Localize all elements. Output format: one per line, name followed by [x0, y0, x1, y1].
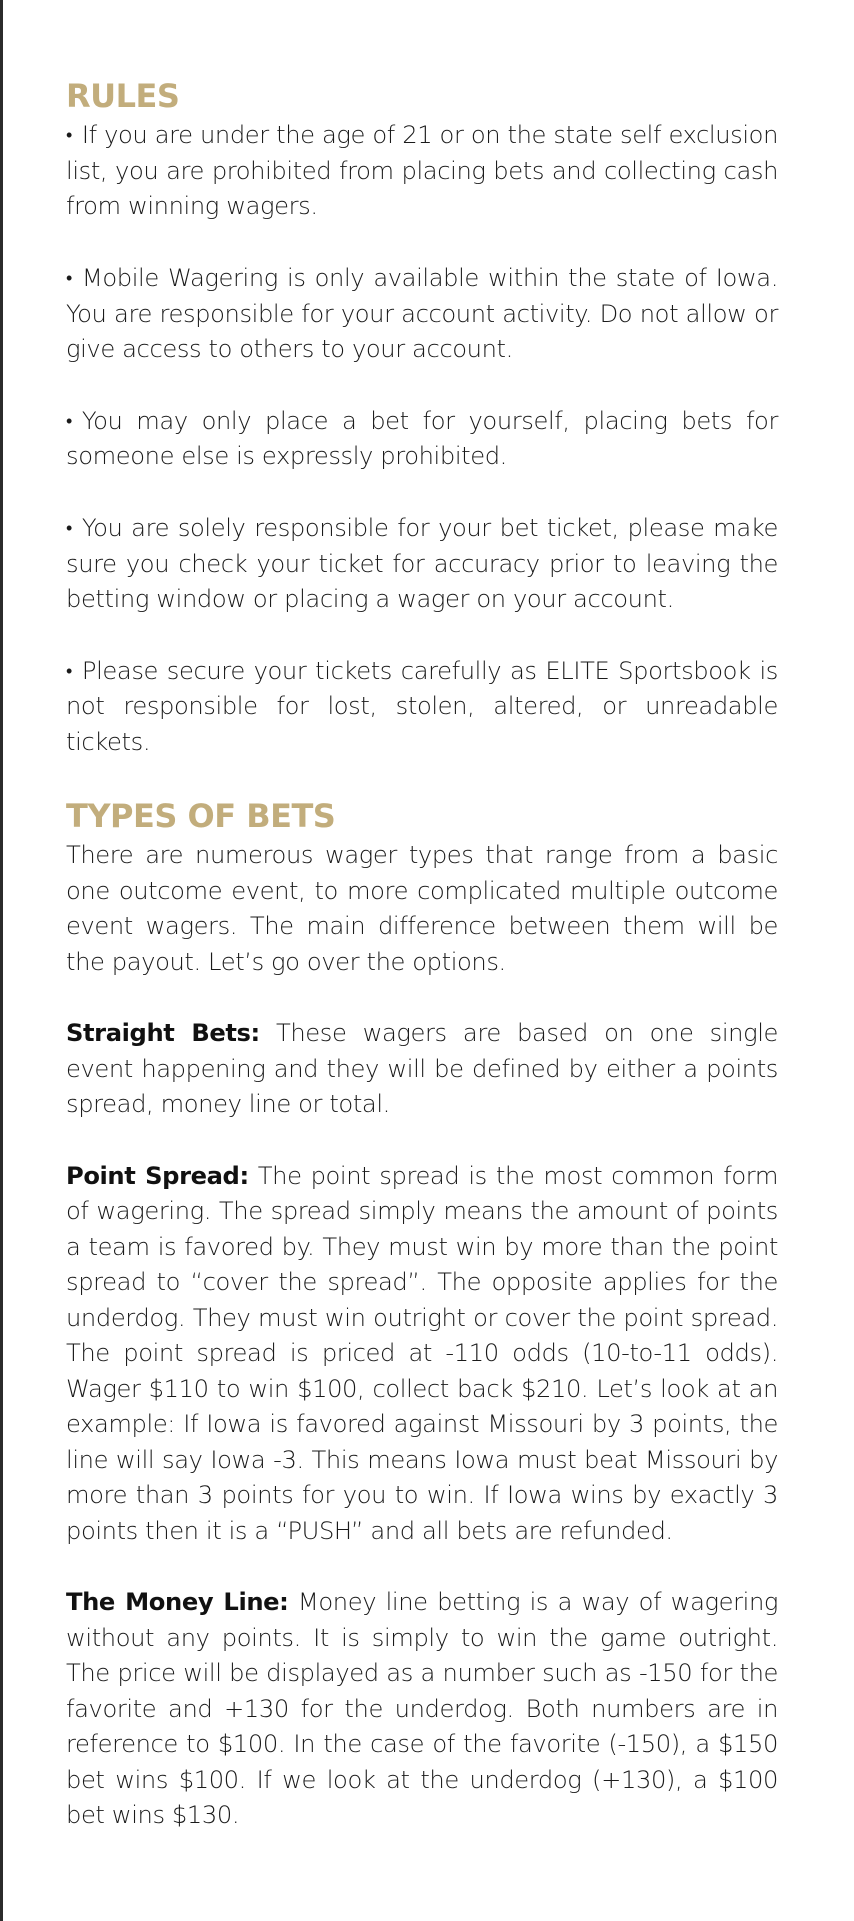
- document-body: [66, 76, 778, 1834]
- bet-type-term: Straight Bets:: [66, 1019, 260, 1048]
- bullet-icon: •: [66, 410, 72, 432]
- bet-type-entry: [66, 1159, 778, 1550]
- rule-text: You may only place a bet for yourself, placing bets for someone else is expressly prohibited.: [66, 406, 778, 471]
- rule-item: [66, 654, 778, 761]
- rule-item: [66, 118, 778, 225]
- bet-type-description: Money line betting is a way of wagering without any points. It is simply to win the game outright. The price will be displayed as a number such as -150 for the favorite and +130 for the underdog. Both numbers are in reference to $100. In the case of the favorite (-150), a $150 bet wins $100. If we look at the underdog (+130), a $100 bet wins $130.: [66, 1588, 778, 1830]
- bullet-icon: •: [66, 125, 72, 147]
- rule-item: [66, 404, 778, 475]
- types-intro: There are numerous wager types that range from a basic one outcome event, to more complicated multiple outcome event wagers. The main difference between them will be the payout. Let’s go over the options.: [66, 841, 778, 976]
- rule-text: Please secure your tickets carefully as ELITE Sportsbook is not responsible for lost, stolen, altered, or unreadable tickets.: [66, 656, 778, 756]
- bet-type-description: These wagers are based on one single event happening and they will be defined by either a points spread, money line or total.: [66, 1019, 778, 1119]
- bet-type-term: Point Spread:: [66, 1161, 249, 1190]
- bullet-icon: •: [66, 518, 72, 539]
- bullet-icon: •: [66, 268, 72, 289]
- bet-type-description: The point spread is the most common form of wagering. The spread simply means the amount of points a team is favored by. They must win by more than the point spread to “cover the spread”. The opposite applies for the underdog. They must win outright or cover the point spread. The point spread is priced at -110 odds (10-to-11 odds). Wager $110 to win $100, collect back $210. Let’s look at an example: If Iowa is favored against Missouri by 3 points, the line will say Iowa -3. This means Iowa must beat Missouri by more than 3 points for you to win. If Iowa wins by exactly 3 points then it is a “PUSH” and all bets are refunded.: [66, 1161, 779, 1545]
- bet-type-term: The Money Line:: [66, 1588, 289, 1617]
- rule-item: [66, 261, 778, 368]
- bet-type-entry: [66, 1016, 778, 1123]
- bet-type-entry: [66, 1585, 778, 1834]
- rule-text: You are solely responsible for your bet ticket, please make sure you check your ticket for accuracy prior to leaving the betting window or placing a wager on your account.: [66, 513, 778, 613]
- bullet-icon: •: [66, 660, 72, 682]
- rule-item: [66, 511, 778, 618]
- rule-text: If you are under the age of 21 or on the state self exclusion list, you are prohibited from placing bets and collecting cash from winning wagers.: [66, 121, 778, 221]
- rules-heading: RULES: [66, 77, 180, 115]
- types-of-bets-heading: TYPES OF BETS: [66, 797, 336, 836]
- page-edge-line: [0, 0, 3, 1921]
- rule-text: Mobile Wagering is only available within the state of Iowa. You are responsible for your account activity. Do not allow or give access to others to your account.: [66, 263, 778, 363]
